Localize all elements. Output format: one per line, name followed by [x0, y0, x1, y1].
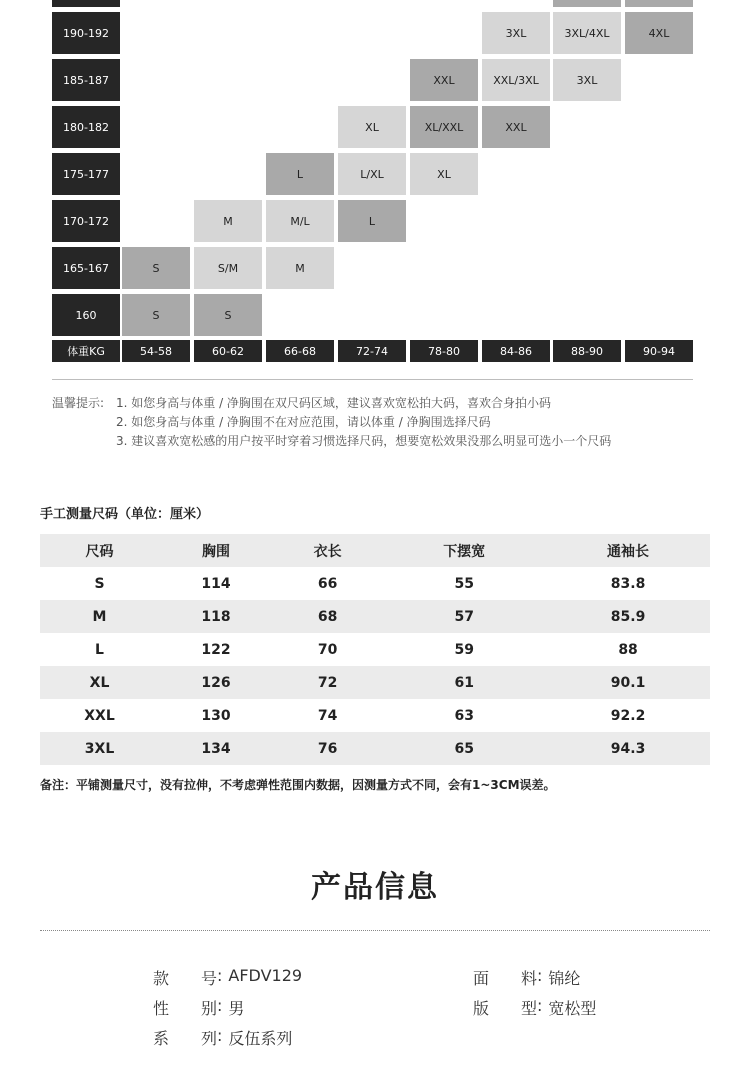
cell-length: 66 [317, 575, 338, 592]
weight-label: 90-94 [625, 340, 693, 362]
cell-sleeve: 94.3 [610, 740, 646, 757]
cell-sleeve: 85.9 [610, 608, 646, 625]
info-style-no: 款 号 : AFDV129 [153, 966, 303, 988]
height-label: 190-192 [52, 12, 120, 54]
info-value: 宽松型 [548, 999, 597, 1018]
measure-note: 备注：平铺测量尺寸，没有拉伸，不考虑弹性范围内数据，因测量方式不同，会有1~3CM误差。 [40, 778, 556, 792]
info-value: AFDV129 [228, 966, 303, 985]
info-fit: 版 型 : 宽松型 [473, 996, 597, 1018]
cell-length: 76 [317, 740, 338, 757]
cell-hem: 61 [454, 674, 474, 691]
height-label: 175-177 [52, 153, 120, 195]
size-cell: M [194, 200, 262, 242]
weight-label: 54-58 [122, 340, 190, 362]
cell-length: 74 [317, 707, 338, 724]
cell-hem: 59 [454, 641, 474, 658]
info-key-char: 版 [473, 999, 490, 1018]
table-header-row [40, 534, 710, 567]
info-key-char: 款 [153, 969, 170, 988]
info-series: 系 列 : 反伍系列 [153, 1026, 293, 1048]
weight-label: 66-68 [266, 340, 334, 362]
size-cell-partial [553, 0, 621, 7]
cell-chest: 126 [201, 674, 231, 691]
cell-hem: 57 [454, 608, 474, 625]
weight-label: 88-90 [553, 340, 621, 362]
size-cell-partial [625, 0, 693, 7]
weight-label: 84-86 [482, 340, 550, 362]
info-value: 反伍系列 [228, 1029, 293, 1048]
cell-size: 3XL [84, 740, 115, 757]
info-gender: 性 别 : 男 [153, 996, 245, 1018]
cell-size: M [92, 608, 107, 625]
info-value: 锦纶 [548, 969, 581, 988]
cell-hem: 63 [454, 707, 474, 724]
cell-size: L [95, 641, 104, 658]
cell-sleeve: 83.8 [610, 575, 646, 592]
info-key-char: 料 [520, 969, 537, 988]
cell-chest: 114 [201, 575, 231, 592]
info-key-char: 型 [520, 999, 537, 1018]
size-cell: M [266, 247, 334, 289]
col-header: 衣长 [313, 543, 342, 560]
cell-size: XXL [84, 707, 115, 724]
size-cell: 3XL [553, 59, 621, 101]
size-cell: S [122, 247, 190, 289]
size-cell: XL/XXL [410, 106, 478, 148]
divider [52, 379, 693, 380]
height-label: 185-187 [52, 59, 120, 101]
size-cell: XXL [482, 106, 550, 148]
tip-line: 3. 建议喜欢宽松感的用户按平时穿着习惯选择尺码，想要宽松效果没那么明显可选小一个尺码 [116, 434, 612, 448]
cell-hem: 65 [454, 740, 474, 757]
height-label: 170-172 [52, 200, 120, 242]
col-header: 尺码 [85, 543, 114, 560]
height-label: 165-167 [52, 247, 120, 289]
info-material: 面 料 : 锦纶 [473, 966, 581, 988]
table-row [40, 567, 710, 600]
tip-line: 2. 如您身高与体重 / 净胸围不在对应范围，请以体重 / 净胸围选择尺码 [116, 415, 491, 429]
size-cell: S [122, 294, 190, 336]
cell-sleeve: 90.1 [610, 674, 646, 691]
weight-label: 72-74 [338, 340, 406, 362]
size-cell: XL [338, 106, 406, 148]
size-cell: L [266, 153, 334, 195]
info-key-char: 性 [153, 999, 170, 1018]
info-key-char: 系 [153, 1029, 170, 1048]
cell-hem: 55 [454, 575, 474, 592]
tip-line: 1. 如您身高与体重 / 净胸围在双尺码区域，建议喜欢宽松拍大码，喜欢合身拍小码 [116, 396, 551, 410]
product-info-title: 产品信息 [311, 870, 439, 905]
measure-table [40, 534, 710, 765]
cell-chest: 134 [201, 740, 231, 757]
cell-chest: 122 [201, 641, 231, 658]
table-row [40, 732, 710, 765]
weight-axis-label: 体重KG [52, 340, 120, 362]
cell-size: S [94, 575, 105, 592]
size-cell: XXL [410, 59, 478, 101]
cell-size: XL [89, 674, 110, 691]
size-cell: 3XL/4XL [553, 12, 621, 54]
table-row [40, 633, 710, 666]
col-header: 通袖长 [607, 543, 650, 560]
dotted-divider [40, 930, 710, 931]
size-cell: 4XL [625, 12, 693, 54]
weight-label: 60-62 [194, 340, 262, 362]
cell-sleeve: 92.2 [610, 707, 646, 724]
info-value: 男 [228, 999, 245, 1018]
size-cell: XL [410, 153, 478, 195]
cell-sleeve: 88 [618, 641, 638, 658]
size-cell: M/L [266, 200, 334, 242]
weight-label: 78-80 [410, 340, 478, 362]
size-cell: L/XL [338, 153, 406, 195]
tips-label: 温馨提示: [52, 396, 105, 410]
cell-length: 68 [317, 608, 338, 625]
height-label: 160 [52, 294, 120, 336]
measure-title: 手工测量尺码（单位：厘米） [40, 507, 210, 522]
col-header: 胸围 [202, 543, 231, 560]
info-key-char: 列 [200, 1029, 217, 1048]
table-row [40, 666, 710, 699]
size-cell: S [194, 294, 262, 336]
height-label: 180-182 [52, 106, 120, 148]
info-key-char: 面 [473, 969, 490, 988]
table-row [40, 699, 710, 732]
cell-chest: 118 [201, 608, 231, 625]
size-cell: S/M [194, 247, 262, 289]
info-key-char: 号 [200, 969, 217, 988]
size-cell: 3XL [482, 12, 550, 54]
table-row [40, 600, 710, 633]
col-header: 下摆宽 [443, 543, 486, 560]
size-tips [52, 394, 611, 451]
size-chart-grid [0, 0, 750, 370]
info-key-char: 别 [200, 999, 217, 1018]
height-label-partial [52, 0, 120, 7]
cell-length: 72 [317, 674, 338, 691]
cell-length: 70 [317, 641, 338, 658]
cell-chest: 130 [201, 707, 231, 724]
size-cell: XXL/3XL [482, 59, 550, 101]
size-cell: L [338, 200, 406, 242]
